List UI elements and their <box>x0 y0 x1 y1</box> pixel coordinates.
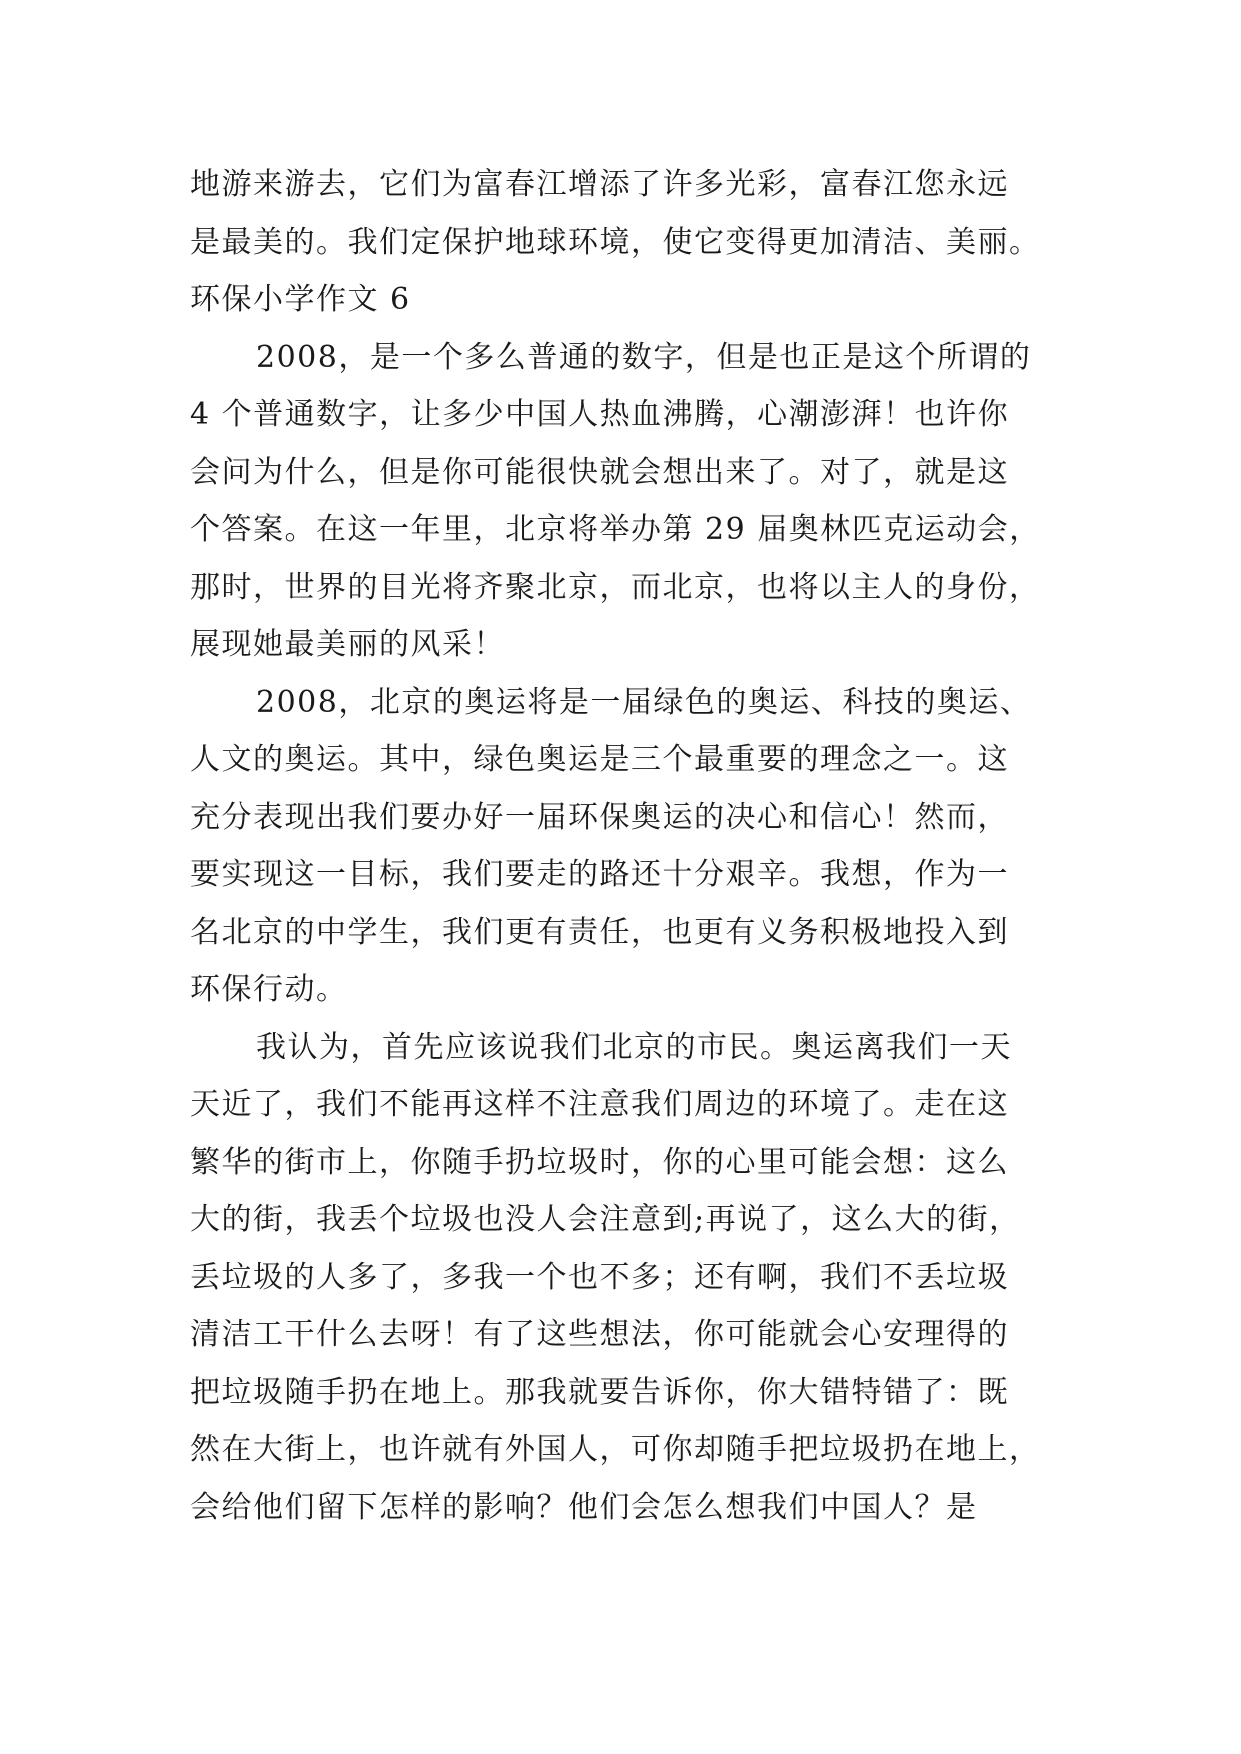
text-line: 繁华的街市上，你随手扔垃圾时，你的心里可能会想：这么 <box>190 1144 1009 1180</box>
paragraph-first-line: 我认为，首先应该说我们北京的市民。奥运离我们一天 <box>256 1029 1012 1065</box>
text-line: 4 个普通数字，让多少中国人热血沸腾，心潮澎湃！也许你 <box>190 397 1010 432</box>
text-line: 是最美的。我们定保护地球环境，使它变得更加清洁、美丽。 <box>190 224 1041 260</box>
text-line: 会给他们留下怎样的影响？他们会怎么想我们中国人？是 <box>190 1489 978 1525</box>
text-line: 那时，世界的目光将齐聚北京，而北京，也将以主人的身份， <box>190 569 1041 605</box>
text-line: 充分表现出我们要办好一届环保奥运的决心和信心！然而， <box>190 799 1009 835</box>
paragraph-first-line: 2008，是一个多么普通的数字，但是也正是这个所谓的 <box>256 339 1032 375</box>
text-line: 丢垃圾的人多了，多我一个也不多；还有啊，我们不丢垃圾 <box>190 1259 1009 1295</box>
text-line: 大的街，我丢个垃圾也没人会注意到;再说了，这么大的街， <box>190 1202 1021 1237</box>
text-line: 然在大街上，也许就有外国人，可你却随手把垃圾扔在地上， <box>190 1432 1041 1467</box>
text-line: 要实现这一目标，我们要走的路还十分艰辛。我想，作为一 <box>190 857 1009 892</box>
document-page <box>190 156 1070 1536</box>
text-line: 把垃圾随手扔在地上。那我就要告诉你，你大错特错了：既 <box>190 1374 1009 1410</box>
text-line: 地游来游去，它们为富春江增添了许多光彩，富春江您永远 <box>190 167 1009 202</box>
text-line: 天近了，我们不能再这样不注意我们周边的环境了。走在这 <box>190 1087 1009 1122</box>
text-line: 会问为什么，但是你可能很快就会想出来了。对了，就是这 <box>190 454 1009 490</box>
text-line: 清洁工干什么去呀！有了这些想法，你可能就会心安理得的 <box>190 1317 1009 1352</box>
section-heading: 环保小学作文 6 <box>190 282 411 317</box>
text-line: 名北京的中学生，我们更有责任，也更有义务积极地投入到 <box>190 914 1009 950</box>
text-line: 个答案。在这一年里，北京将举办第 29 届奥林匹克运动会， <box>190 512 1041 547</box>
paragraph-first-line: 2008，北京的奥运将是一届绿色的奥运、科技的奥运、 <box>256 684 1032 720</box>
text-line: 环保行动。 <box>190 972 348 1007</box>
text-line: 人文的奥运。其中，绿色奥运是三个最重要的理念之一。这 <box>190 742 1009 777</box>
text-line: 展现她最美丽的风采！ <box>190 627 505 662</box>
